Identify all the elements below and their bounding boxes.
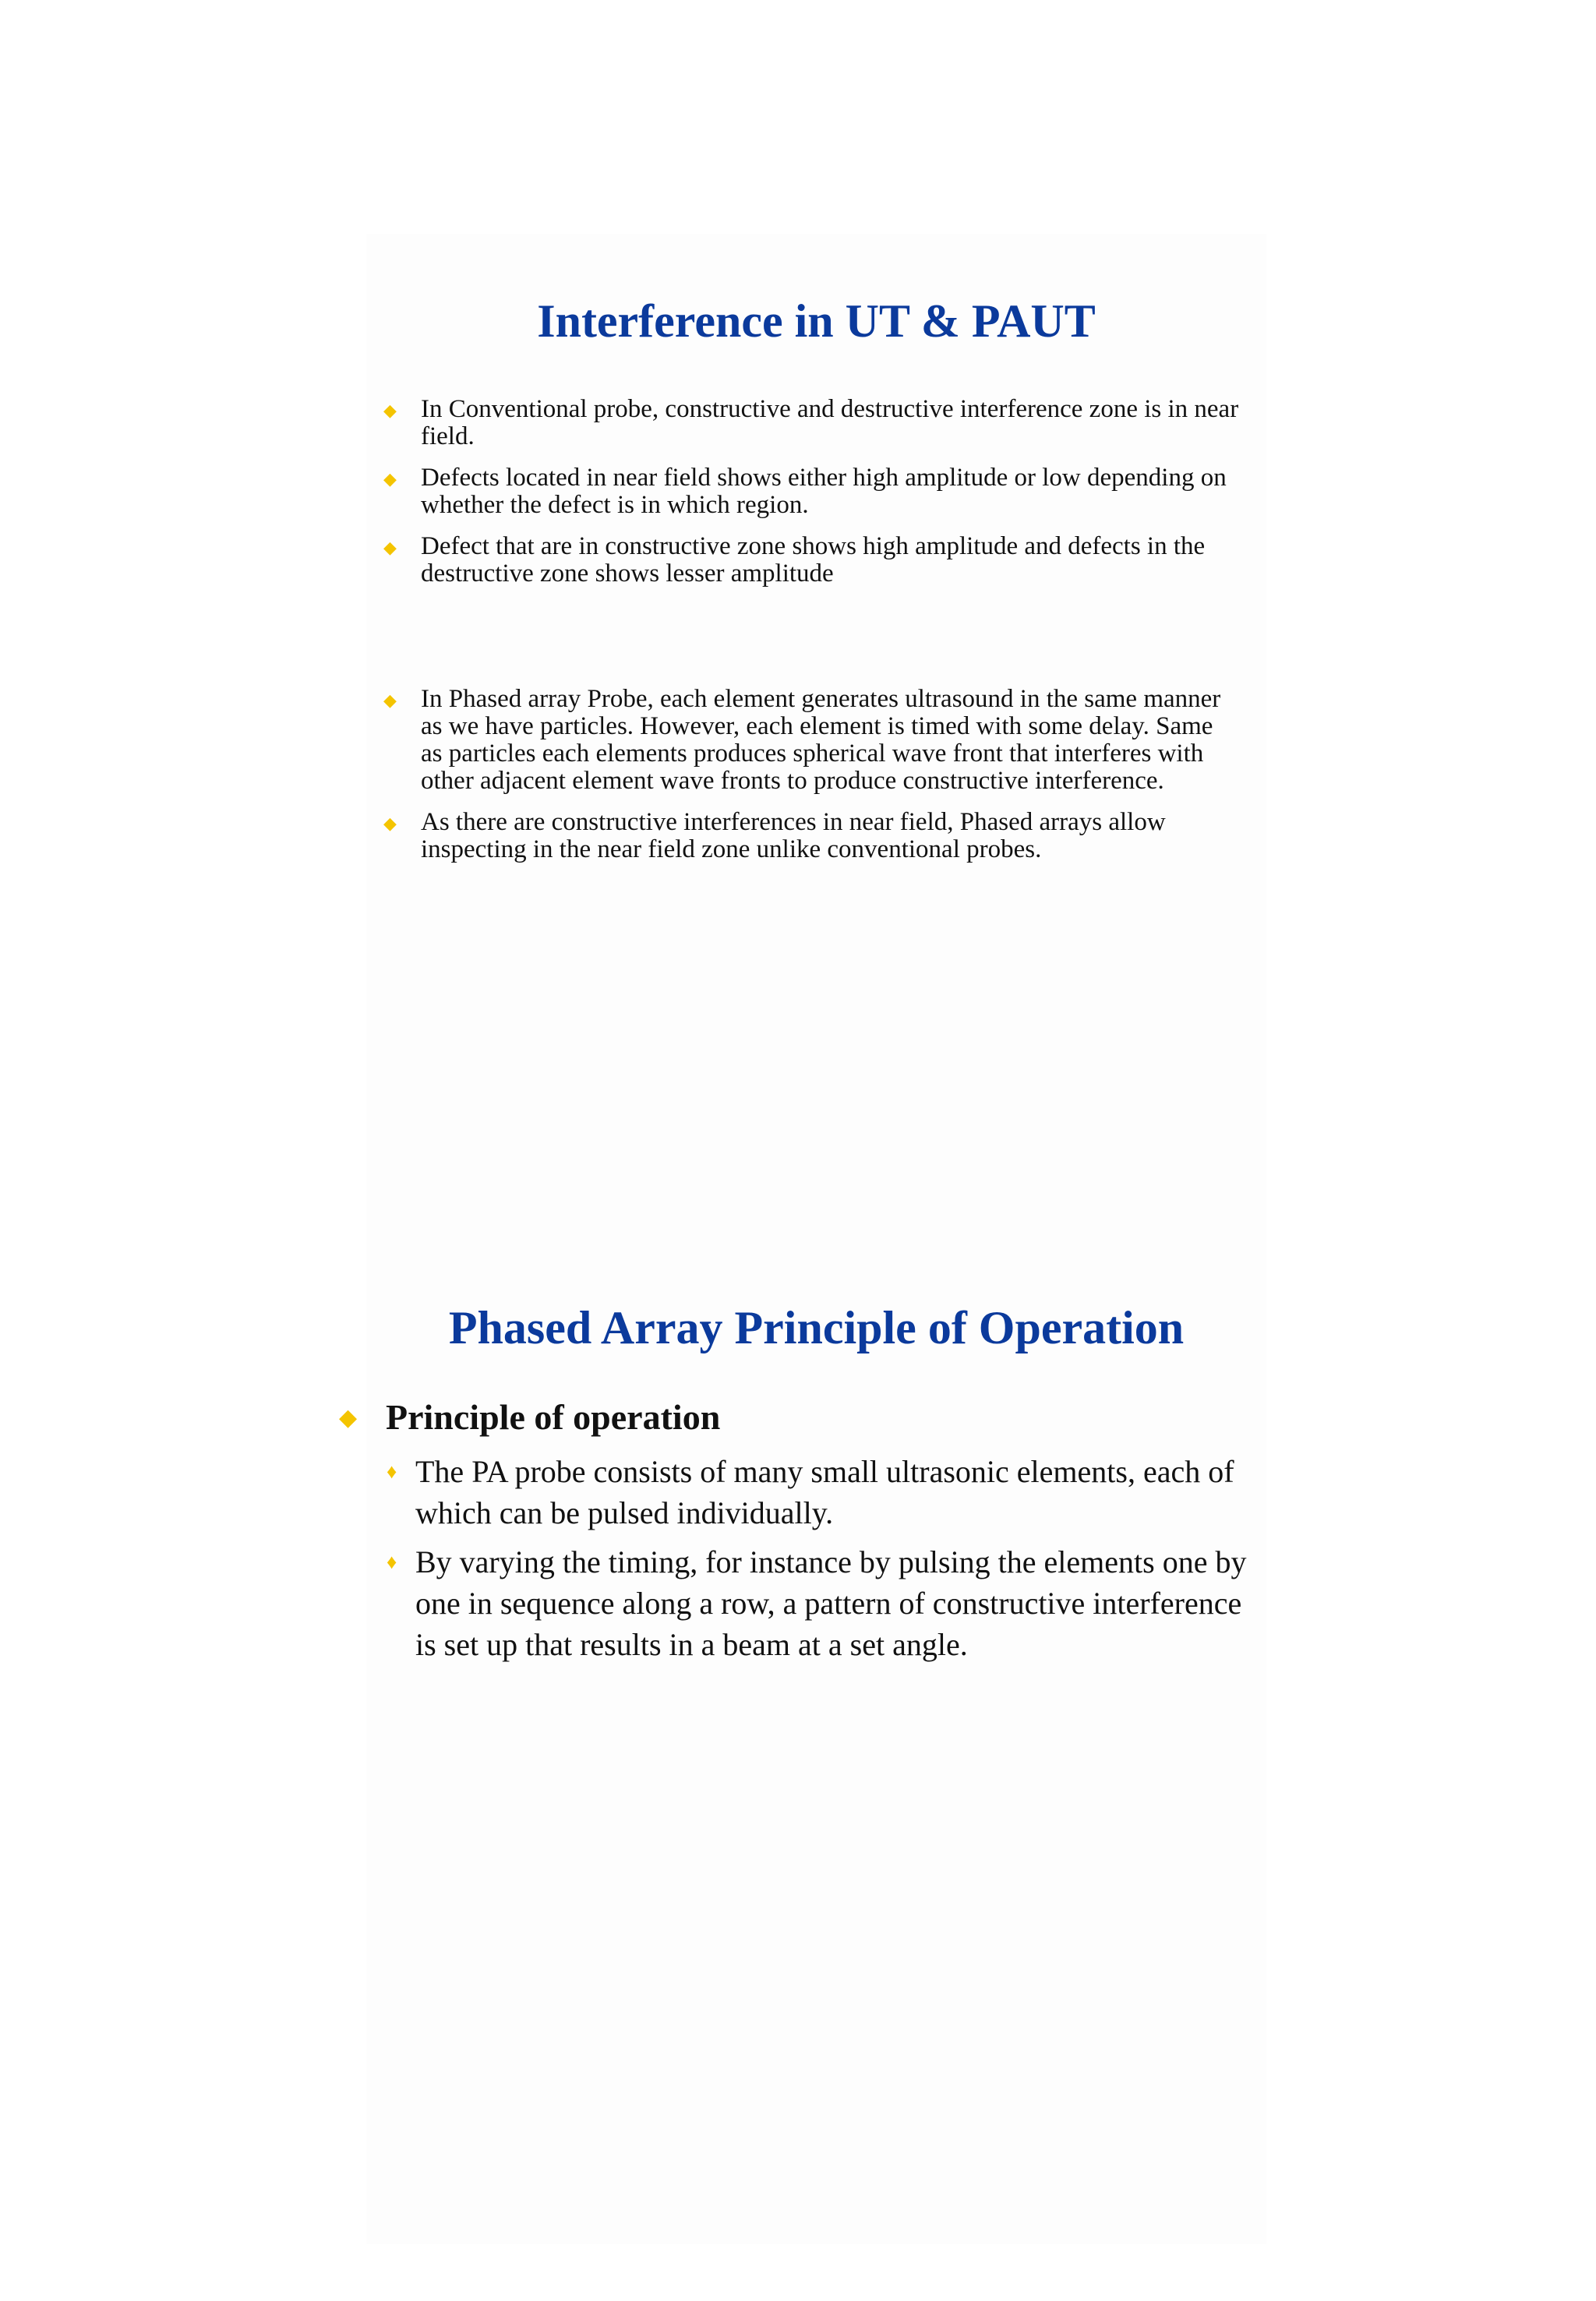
slide-interference [366,234,1266,1262]
list-item [374,809,1239,863]
bullet-list-conventional [374,396,1239,602]
diamond-bullet-icon: ◆ [383,813,397,833]
diamond-bullet-icon: ♦ [387,1551,397,1573]
bullet-text: In Conventional probe, constructive and destructive interference zone is in near field. [421,395,1239,450]
diamond-bullet-icon: ◆ [383,401,397,420]
list-item [374,533,1239,588]
section-heading-text: Principle of operation [386,1397,721,1437]
diamond-bullet-icon: ♦ [387,1460,397,1483]
list-item [374,686,1239,795]
list-item [374,464,1239,519]
slide-title: Phased Array Principle of Operation [448,1302,1185,1353]
list-item [374,1451,1262,1533]
slide-title: Interference in UT & PAUT [537,295,1096,347]
bullet-text: Defects located in near field shows either high amplitude or low depending on whether the defect is in which region. [421,464,1227,519]
bullet-text: The PA probe consists of many small ultrasonic elements, each of which can be pulsed individually. [415,1454,1234,1530]
bullet-text: In Phased array Probe, each element generates ultrasound in the same manner as we have particles. However, each element is timed with some delay. Same as particles each elements produces spherical wave front that interferes with other adjacent element wave fronts to produce constructive interference. [421,685,1221,795]
bullet-text: Defect that are in constructive zone shows high amplitude and defects in the destructive zone shows lesser amplitude [421,532,1206,588]
diamond-bullet-icon: ◆ [383,690,397,710]
diamond-bullet-icon: ◆ [383,469,397,489]
bullet-list-principle [374,1451,1262,1673]
slide-principle-of-operation [339,1262,1266,2244]
section-heading [339,1396,1290,1438]
bullet-text: As there are constructive interferences in near field, Phased arrays allow inspecting in the near field zone unlike conventional probes. [421,808,1166,863]
list-item [374,1541,1262,1665]
diamond-bullet-icon: ◆ [383,538,397,557]
diamond-bullet-icon: ◆ [339,1405,358,1431]
bullet-text: By varying the timing, for instance by pulsing the elements one by one in sequence along a row, a pattern of constructive interference is set up that results in a beam at a set angle. [415,1544,1247,1662]
list-item [374,396,1239,450]
bullet-list-phased-array [374,686,1239,877]
